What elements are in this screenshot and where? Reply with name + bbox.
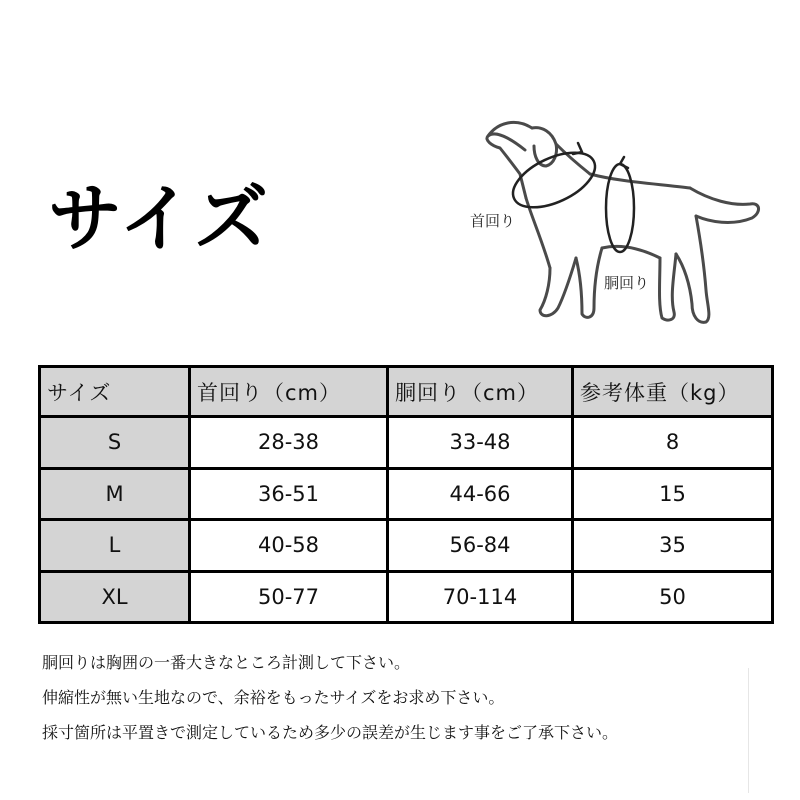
weight-cell: 50 [573, 571, 773, 623]
neck-cell: 40-58 [190, 520, 388, 572]
dog-measurement-diagram [470, 108, 770, 333]
size-cell: S [40, 417, 190, 469]
body-cell: 44-66 [388, 468, 573, 520]
weight-cell: 8 [573, 417, 773, 469]
note-measure-chest: 胴回りは胸囲の一番大きなところ計測して下さい。 [42, 653, 411, 672]
divider [748, 668, 749, 793]
size-cell: M [40, 468, 190, 520]
body-measure-ellipse [606, 164, 634, 252]
body-cell: 33-48 [388, 417, 573, 469]
neck-cell: 50-77 [190, 571, 388, 623]
table-row [40, 468, 773, 520]
neck-measure-ellipse [505, 141, 603, 218]
size-cell: XL [40, 571, 190, 623]
weight-cell: 15 [573, 468, 773, 520]
body-label: 胴回り [604, 274, 650, 292]
notes [42, 645, 618, 750]
page-title: サイズ [48, 176, 271, 262]
body-cell: 70-114 [388, 571, 573, 623]
header-size: サイズ [40, 367, 190, 417]
table-row [40, 571, 773, 623]
size-table [38, 365, 774, 624]
table-header-row [40, 367, 773, 417]
note-measurement-error: 採寸箇所は平置きで測定しているため多少の誤差が生じます事をご了承下さい。 [42, 723, 619, 742]
header-neck: 首回り（cm） [190, 367, 388, 417]
table-row [40, 417, 773, 469]
neck-label: 首回り [470, 212, 516, 230]
neck-cell: 36-51 [190, 468, 388, 520]
weight-cell: 35 [573, 520, 773, 572]
size-cell: L [40, 520, 190, 572]
body-arrow-icon [620, 157, 628, 168]
body-cell: 56-84 [388, 520, 573, 572]
header-body: 胴回り（cm） [388, 367, 573, 417]
header-weight: 参考体重（kg） [573, 367, 773, 417]
note-fabric-stretch: 伸縮性が無い生地なので、余裕をもったサイズをお求め下さい。 [42, 688, 505, 707]
dog-icon [487, 122, 759, 322]
neck-cell: 28-38 [190, 417, 388, 469]
table-row [40, 520, 773, 572]
